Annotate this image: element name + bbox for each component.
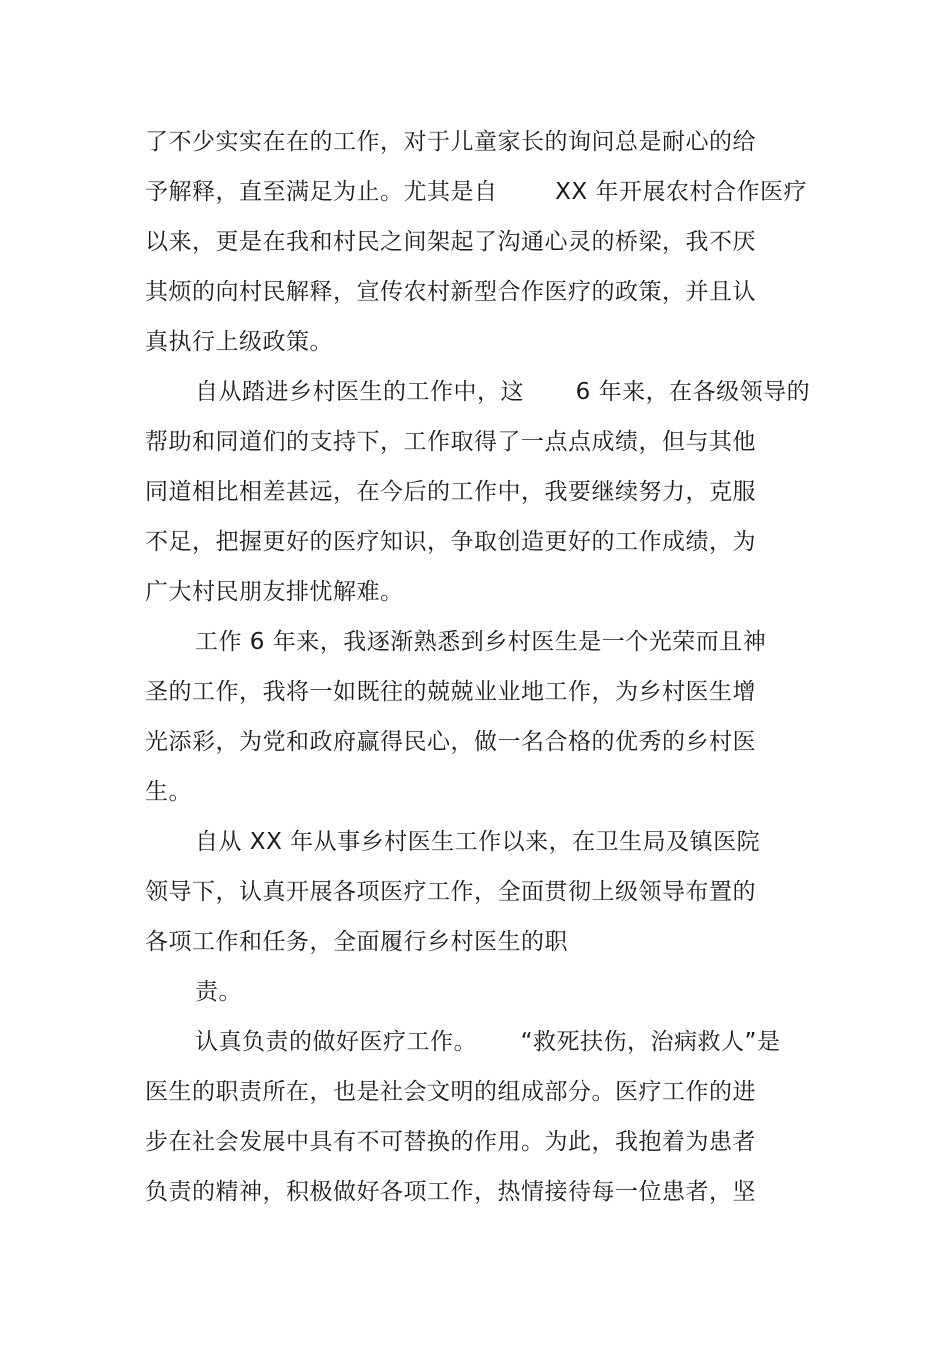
text-line: 工作 6 年来，我逐渐熟悉到乡村医生是一个光荣而且神 <box>195 629 767 655</box>
text-line: 以来，更是在我和村民之间架起了沟通心灵的桥梁，我不厌 <box>145 229 756 255</box>
text-line <box>195 377 810 407</box>
text-line: 步在社会发展中具有不可替换的作用。为此，我抱着为患者 <box>145 1129 756 1155</box>
text-segment: 予解释，直至满足为止。尤其是自 <box>145 179 498 205</box>
text-line: 真执行上级政策。 <box>145 329 333 355</box>
text-segment: 自从踏进乡村医生的工作中，这 <box>195 379 524 405</box>
text-line: 了不少实实在在的工作，对于儿童家长的询问总是耐心的给 <box>145 129 756 155</box>
text-segment: 认真负责的做好医疗工作。 <box>195 1029 477 1055</box>
text-segment: “救死扶伤，治病救人”是 <box>520 1029 781 1055</box>
text-line <box>195 1027 780 1057</box>
text-line: 其烦的向村民解释，宣传农村新型合作医疗的政策，并且认 <box>145 279 756 305</box>
text-line: 自从 XX 年从事乡村医生工作以来，在卫生局及镇医院 <box>195 829 761 855</box>
text-line: 不足，把握更好的医疗知识，争取创造更好的工作成绩，为 <box>145 529 756 555</box>
text-line <box>145 177 807 207</box>
text-line: 同道相比相差甚远，在今后的工作中，我要继续努力，克服 <box>145 479 756 505</box>
text-line: 医生的职责所在，也是社会文明的组成部分。医疗工作的进 <box>145 1079 756 1105</box>
text-segment: 6 年来，在各级领导的 <box>575 379 811 405</box>
text-line: 责。 <box>195 979 242 1005</box>
text-line: 光添彩，为党和政府赢得民心，做一名合格的优秀的乡村医 <box>145 729 756 755</box>
text-line: 广大村民朋友排忧解难。 <box>145 579 404 605</box>
text-line: 各项工作和任务，全面履行乡村医生的职 <box>145 929 568 955</box>
text-line: 圣的工作，我将一如既往的兢兢业业地工作，为乡村医生增 <box>145 679 756 705</box>
text-line: 帮助和同道们的支持下，工作取得了一点点成绩，但与其他 <box>145 429 756 455</box>
text-line: 负责的精神，积极做好各项工作，热情接待每一位患者，坚 <box>145 1179 756 1205</box>
text-line: 领导下，认真开展各项医疗工作，全面贯彻上级领导布置的 <box>145 879 756 905</box>
text-line: 生。 <box>145 779 192 805</box>
text-segment: XX 年开展农村合作医疗 <box>555 179 807 205</box>
